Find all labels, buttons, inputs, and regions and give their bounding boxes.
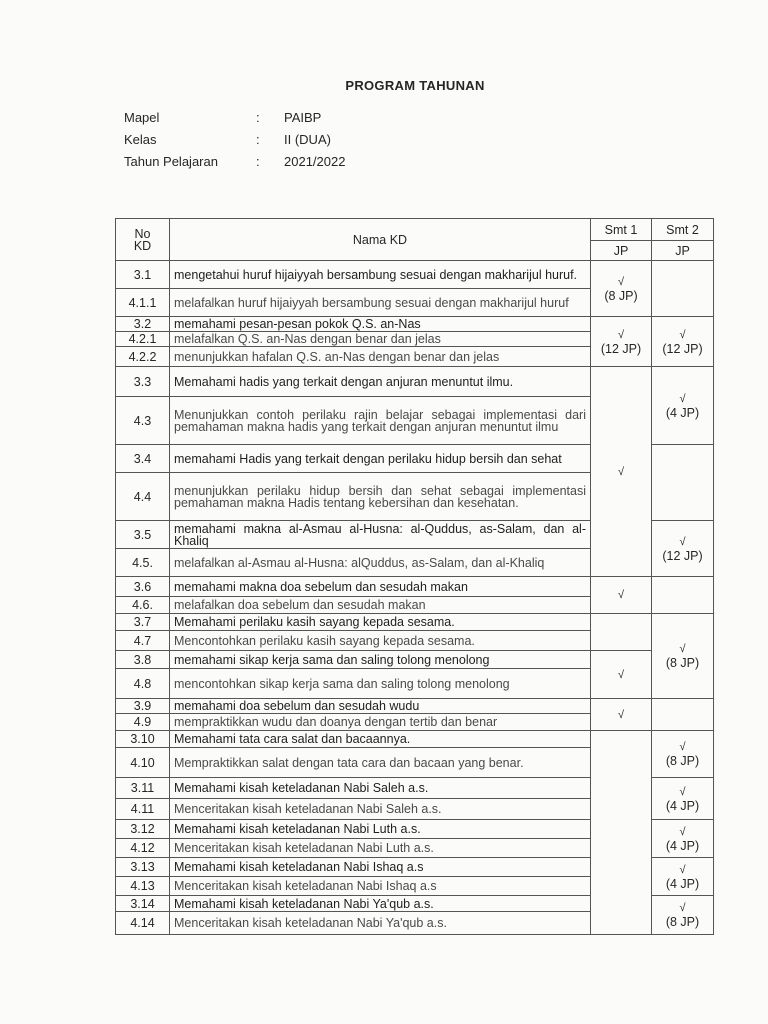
check-mark: √ <box>679 902 686 914</box>
smt1-cell <box>591 261 652 317</box>
check-mark: √ <box>617 708 625 721</box>
kd-number: 3.5 <box>116 521 170 549</box>
jp-value: (12 JP) <box>662 548 703 563</box>
kd-text: menunjukkan perilaku hidup bersih dan sehat sebagai implementasi pemahaman makna Hadis tentang kebersihan dan kesehatan. <box>170 473 591 521</box>
kd-text: Menunjukkan contoh perilaku rajin belajar sebagai implementasi dari pemahaman makna hadis yang terkait dengan anjuran menuntut ilmu <box>170 397 591 445</box>
kd-number: 3.3 <box>116 367 170 397</box>
kd-number: 4.6. <box>116 597 170 614</box>
meta-row-kelas <box>124 132 345 154</box>
meta-colon: : <box>256 110 260 125</box>
kd-text: menunjukkan hafalan Q.S. an-Nas dengan benar dan jelas <box>170 347 591 367</box>
check-mark: √ <box>679 328 686 341</box>
smt2-cell <box>652 858 714 896</box>
check-mark: √ <box>679 825 686 838</box>
meta-label: Mapel <box>124 110 160 125</box>
meta-colon: : <box>256 132 260 147</box>
table-row <box>116 699 714 714</box>
kd-text: memahami doa sebelum dan sesudah wudu <box>170 699 591 714</box>
kd-number: 3.8 <box>116 651 170 669</box>
jp-value: (4 JP) <box>665 798 700 813</box>
smt2-cell <box>652 614 714 699</box>
kd-text: memahami makna al-Asmau al-Husna: al-Quddus, as-Salam, dan al-Khaliq <box>170 521 591 549</box>
kd-number: 3.9 <box>116 699 170 714</box>
meta-colon: : <box>256 154 260 169</box>
kd-number: 4.1.1 <box>116 289 170 317</box>
kd-number: 3.4 <box>116 445 170 473</box>
kd-text: melafalkan al-Asmau al-Husna: alQuddus, as-Salam, dan al-Khaliq <box>170 549 591 577</box>
kd-text: mempraktikkan wudu dan doanya dengan tertib dan benar <box>170 714 591 731</box>
kd-number: 3.6 <box>116 577 170 597</box>
kd-number: 4.10 <box>116 748 170 778</box>
table-row <box>116 317 714 332</box>
kd-text: memahami sikap kerja sama dan saling tolong menolong <box>170 651 591 669</box>
kd-number: 3.13 <box>116 858 170 877</box>
kd-number: 4.14 <box>116 912 170 935</box>
header-smt1: Smt 1 <box>591 219 652 241</box>
jp-value: (4 JP) <box>665 876 700 891</box>
kd-text: Menceritakan kisah keteladanan Nabi Ya'qub a.s. <box>170 912 591 935</box>
kd-text: Memahami kisah keteladanan Nabi Ishaq a.s <box>170 858 591 877</box>
header-no-kd: No KD <box>116 219 170 261</box>
check-mark: √ <box>617 328 625 341</box>
check-mark: √ <box>679 785 686 798</box>
check-mark: √ <box>679 392 686 405</box>
kd-text: Memahami hadis yang terkait dengan anjuran menuntut ilmu. <box>170 367 591 397</box>
meta-row-mapel <box>124 110 345 132</box>
page-title: PROGRAM TAHUNAN <box>345 78 485 93</box>
kd-number: 4.2.2 <box>116 347 170 367</box>
check-mark: √ <box>617 465 625 478</box>
jp-value: (8 JP) <box>665 915 700 929</box>
kd-number: 3.12 <box>116 820 170 839</box>
smt2-cell <box>652 445 714 521</box>
kd-number: 4.11 <box>116 799 170 820</box>
kd-text: Mempraktikkan salat dengan tata cara dan bacaan yang benar. <box>170 748 591 778</box>
smt1-cell <box>591 651 652 699</box>
kd-text: Menceritakan kisah keteladanan Nabi Saleh a.s. <box>170 799 591 820</box>
header-jp: JP <box>652 241 714 261</box>
kd-text: mencontohkan sikap kerja sama dan saling tolong menolong <box>170 669 591 699</box>
kd-number: 3.1 <box>116 261 170 289</box>
check-mark: √ <box>679 741 686 753</box>
smt2-cell <box>652 317 714 367</box>
smt2-cell <box>652 261 714 317</box>
kd-text: Menceritakan kisah keteladanan Nabi Luth a.s. <box>170 839 591 858</box>
kd-text: Mencontohkan perilaku kasih sayang kepada sesama. <box>170 631 591 651</box>
smt2-cell <box>652 521 714 577</box>
jp-value: (8 JP) <box>604 288 638 303</box>
meta-block <box>124 110 345 176</box>
kd-number: 4.5. <box>116 549 170 577</box>
header-smt2: Smt 2 <box>652 219 714 241</box>
table-row <box>116 731 714 748</box>
kd-text: Memahami perilaku kasih sayang kepada sesama. <box>170 614 591 631</box>
kd-number: 3.10 <box>116 731 170 748</box>
kd-number: 4.2.1 <box>116 332 170 347</box>
kd-number: 3.14 <box>116 896 170 912</box>
smt1-cell <box>591 614 652 651</box>
jp-value: (8 JP) <box>665 656 700 670</box>
kd-text: Memahami kisah keteladanan Nabi Luth a.s. <box>170 820 591 839</box>
table-row <box>116 577 714 597</box>
meta-label: Tahun Pelajaran <box>124 154 218 169</box>
kd-number: 4.9 <box>116 714 170 731</box>
smt2-cell <box>652 778 714 820</box>
kd-number: 4.8 <box>116 669 170 699</box>
check-mark: √ <box>617 589 625 601</box>
kd-number: 4.4 <box>116 473 170 521</box>
smt1-cell <box>591 367 652 577</box>
table-row <box>116 261 714 289</box>
jp-value: (4 JP) <box>665 405 700 420</box>
check-mark: √ <box>617 275 625 288</box>
check-mark: √ <box>679 535 686 548</box>
meta-row-tahun <box>124 154 345 176</box>
meta-value: II (DUA) <box>284 132 331 147</box>
kd-number: 3.11 <box>116 778 170 799</box>
kd-text: melafalkan Q.S. an-Nas dengan benar dan jelas <box>170 332 591 347</box>
smt1-cell <box>591 699 652 731</box>
program-table <box>115 218 714 935</box>
jp-value: (12 JP) <box>600 341 642 356</box>
kd-text: Memahami kisah keteladanan Nabi Ya'qub a.s. <box>170 896 591 912</box>
jp-value: (4 JP) <box>665 838 700 853</box>
kd-number: 4.12 <box>116 839 170 858</box>
kd-number: 4.7 <box>116 631 170 651</box>
kd-text: melafalkan doa sebelum dan sesudah makan <box>170 597 591 614</box>
smt1-cell <box>591 317 652 367</box>
kd-text: Memahami tata cara salat dan bacaannya. <box>170 731 591 748</box>
table-row <box>116 651 714 669</box>
jp-value: (8 JP) <box>665 754 700 768</box>
header-jp: JP <box>591 241 652 261</box>
header-row <box>116 219 714 241</box>
meta-value: 2021/2022 <box>284 154 346 169</box>
kd-number: 3.7 <box>116 614 170 631</box>
smt1-cell <box>591 731 652 935</box>
meta-value: PAIBP <box>284 110 322 125</box>
jp-value: (12 JP) <box>662 341 703 356</box>
smt2-cell <box>652 367 714 445</box>
kd-text: memahami pesan-pesan pokok Q.S. an-Nas <box>170 317 591 332</box>
kd-text: melafalkan huruf hijaiyyah bersambung sesuai dengan makharijul huruf <box>170 289 591 317</box>
kd-number: 4.13 <box>116 877 170 896</box>
check-mark: √ <box>617 668 625 681</box>
smt2-cell <box>652 731 714 778</box>
meta-label: Kelas <box>124 132 157 147</box>
kd-number: 4.3 <box>116 397 170 445</box>
kd-text: memahami makna doa sebelum dan sesudah makan <box>170 577 591 597</box>
kd-text: Memahami kisah keteladanan Nabi Saleh a.s. <box>170 778 591 799</box>
kd-text: Menceritakan kisah keteladanan Nabi Ishaq a.s <box>170 877 591 896</box>
check-mark: √ <box>679 863 686 876</box>
check-mark: √ <box>679 643 686 655</box>
table-row <box>116 614 714 631</box>
kd-number: 3.2 <box>116 317 170 332</box>
table-row <box>116 367 714 397</box>
smt2-cell <box>652 577 714 614</box>
smt2-cell <box>652 699 714 731</box>
smt1-cell <box>591 577 652 614</box>
kd-text: memahami Hadis yang terkait dengan perilaku hidup bersih dan sehat <box>170 445 591 473</box>
kd-text: mengetahui huruf hijaiyyah bersambung sesuai dengan makharijul huruf. <box>170 261 591 289</box>
smt2-cell <box>652 896 714 935</box>
smt2-cell <box>652 820 714 858</box>
header-nama-kd: Nama KD <box>170 219 591 261</box>
